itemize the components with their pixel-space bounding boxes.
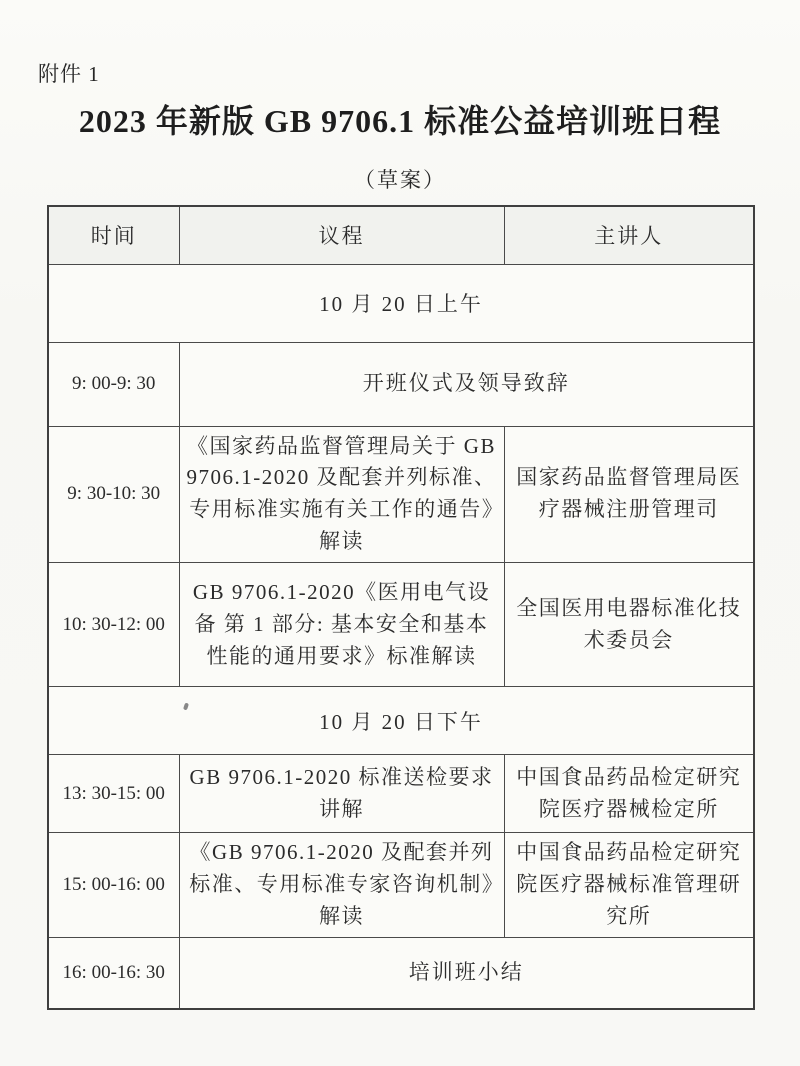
speaker-cell: 国家药品监督管理局医疗器械注册管理司 (504, 426, 754, 563)
table-header-row (48, 206, 754, 264)
table-row (48, 563, 754, 687)
agenda-cell: 《国家药品监督管理局关于 GB 9706.1-2020 及配套并列标准、专用标准实施有关工作的通告》解读 (179, 426, 504, 563)
agenda-cell: GB 9706.1-2020 标准送检要求讲解 (179, 755, 504, 833)
attachment-label: 附件 1 (38, 62, 100, 86)
table-row (48, 755, 754, 833)
page-title: 2023 年新版 GB 9706.1 标准公益培训班日程 (78, 103, 722, 139)
time-cell: 10: 30-12: 00 (48, 563, 179, 687)
column-header-agenda: 议程 (179, 206, 504, 264)
column-header-time: 时间 (48, 206, 179, 264)
speaker-cell: 中国食品药品检定研究院医疗器械检定所 (504, 755, 754, 833)
table-row (48, 937, 754, 1009)
time-cell: 16: 00-16: 30 (48, 937, 179, 1009)
session-header-cell: 10 月 20 日上午 (48, 264, 754, 342)
table-row (48, 687, 754, 755)
merged-content-cell: 培训班小结 (179, 937, 754, 1009)
speaker-cell: 全国医用电器标准化技术委员会 (504, 563, 754, 687)
time-cell: 13: 30-15: 00 (48, 755, 179, 833)
table-row (48, 264, 754, 342)
table-row (48, 426, 754, 563)
time-cell: 9: 30-10: 30 (48, 426, 179, 563)
column-header-speaker: 主讲人 (504, 206, 754, 264)
table-row (48, 833, 754, 938)
merged-content-cell: 开班仪式及领导致辞 (179, 342, 754, 426)
time-cell: 15: 00-16: 00 (48, 833, 179, 938)
page-subtitle: （草案） (354, 168, 446, 192)
time-cell: 9: 00-9: 30 (48, 342, 179, 426)
agenda-cell: GB 9706.1-2020《医用电气设备 第 1 部分: 基本安全和基本性能的通用要求》标准解读 (179, 563, 504, 687)
table-row (48, 342, 754, 426)
speaker-cell: 中国食品药品检定研究院医疗器械标准管理研究所 (504, 833, 754, 938)
session-header-cell: 10 月 20 日下午 (48, 687, 754, 755)
agenda-cell: 《GB 9706.1-2020 及配套并列标准、专用标准专家咨询机制》解读 (179, 833, 504, 938)
schedule-table (47, 205, 755, 1010)
